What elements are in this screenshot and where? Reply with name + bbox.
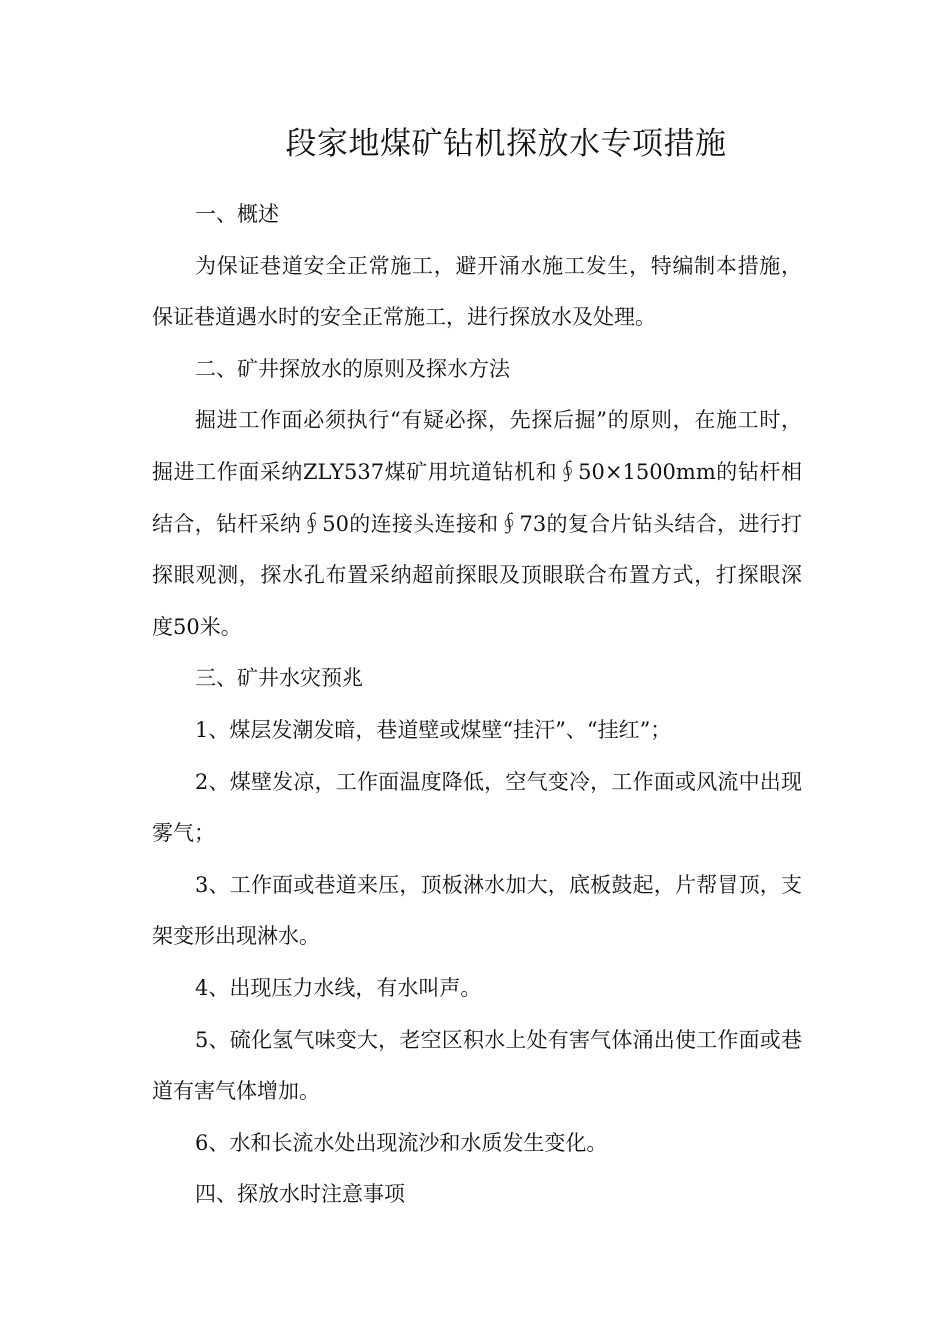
list-item-sign-4: 4、出现压力水线，有水叫声。 xyxy=(195,975,482,1000)
document-title: 段家地煤矿钻机探放水专项措施 xyxy=(285,126,727,162)
section-heading-warning-signs: 三、矿井水灾预兆 xyxy=(195,666,363,691)
section-heading-overview: 一、概述 xyxy=(195,202,279,226)
list-item-sign-3: 3、工作面或巷道来压，顶板淋水加大，底板鼓起，片帮冒顶，支架变形出现淋水。 xyxy=(152,872,802,949)
paragraph-principles: 掘进工作面必须执行“有疑必探，先探后掘”的原则，在施工时，掘进工作面采纳ZLY537煤矿用坑道钻机和∮50×1500mm的钻杆相结合，钻杆采纳∮50的连接头连接和∮73的复合片钻头结合，进行打探眼观测，探水孔布置采纳超前探眼及顶眼联合布置方式，打探眼深度50米。 xyxy=(152,408,802,639)
document-body xyxy=(152,189,802,1221)
list-item-sign-6: 6、水和长流水处出现流沙和水质发生变化。 xyxy=(195,1130,608,1155)
section-heading-principles: 二、矿井探放水的原则及探水方法 xyxy=(195,356,510,381)
list-item-sign-5: 5、硫化氢气味变大，老空区积水上处有害气体涌出使工作面或巷道有害气体增加。 xyxy=(152,1027,802,1104)
paragraph-overview: 为保证巷道安全正常施工，避开涌水施工发生，特编制本措施，保证巷道遇水时的安全正常施工，进行探放水及处理。 xyxy=(152,253,802,330)
section-heading-precautions: 四、探放水时注意事项 xyxy=(195,1182,405,1207)
list-item-sign-2: 2、煤壁发凉，工作面温度降低，空气变冷，工作面或风流中出现雾气； xyxy=(152,769,802,846)
list-item-sign-1: 1、煤层发潮发暗，巷道壁或煤壁“挂汗”、“挂红”； xyxy=(195,717,672,742)
